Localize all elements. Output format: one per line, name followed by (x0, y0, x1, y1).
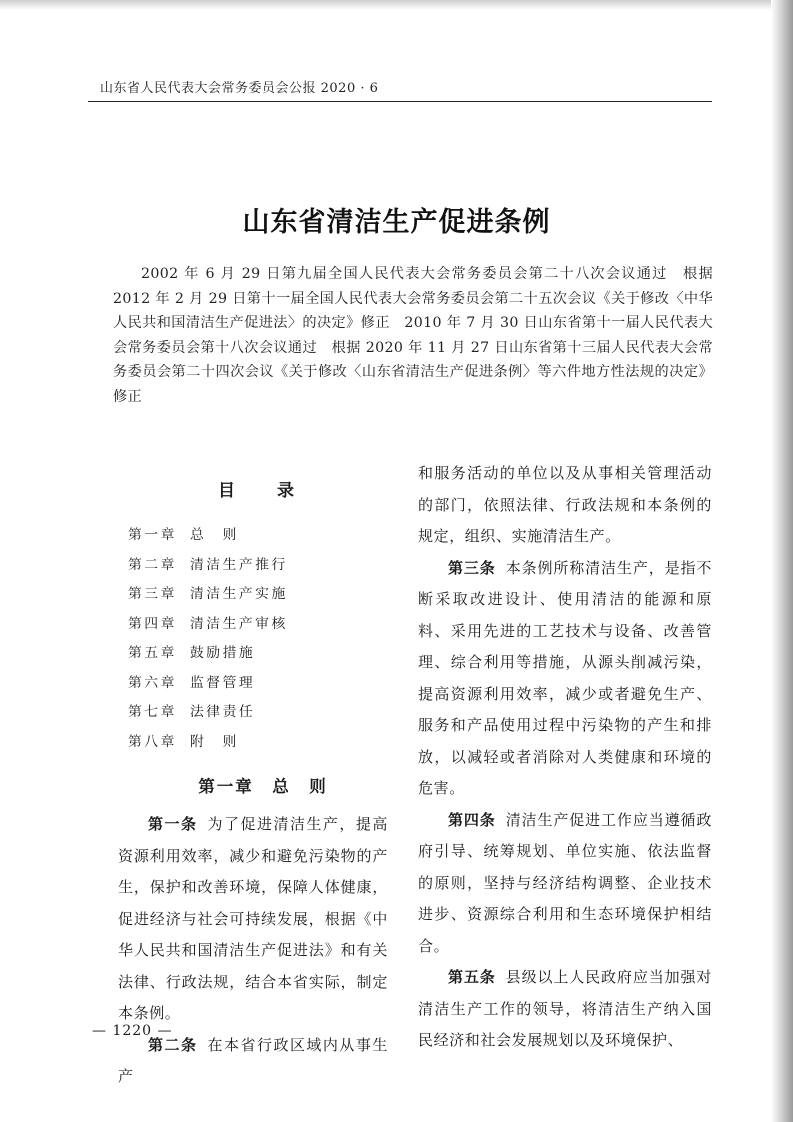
toc-chapter-name: 清洁生产审核 (190, 615, 288, 632)
toc-chapter-name: 监督管理 (190, 674, 256, 691)
article-5 (418, 962, 712, 1057)
article-4 (418, 805, 712, 963)
article-text: 在本省行政区域内从事生产 (118, 1035, 388, 1085)
article-label: 第二条 (148, 1035, 198, 1054)
article-3 (418, 553, 712, 805)
article-1 (118, 809, 388, 1030)
header-rule (88, 101, 712, 102)
toc-chapter-name: 清洁生产推行 (190, 556, 288, 573)
toc-chapter-number: 第五章 (128, 645, 177, 661)
toc-chapter-name: 鼓励措施 (190, 645, 256, 661)
toc-item (128, 639, 388, 669)
toc-item (128, 728, 388, 758)
article-label: 第五条 (448, 968, 496, 986)
toc-item (128, 551, 388, 581)
page-number: — 1220 — (92, 1023, 173, 1039)
right-column (418, 458, 712, 1057)
toc-item (128, 580, 388, 610)
article-text: 县级以上人民政府应当加强对清洁生产工作的领导，将清洁生产纳入国民经济和社会发展规划以及环境保护、 (418, 968, 712, 1049)
toc-item (128, 669, 388, 699)
toc-chapter-number: 第二章 (128, 556, 177, 573)
left-column (118, 462, 388, 1093)
table-of-contents (118, 521, 388, 757)
preamble: 2002 年 6 月 29 日第九届全国人民代表大会常务委员会第二十八次会议通过 根据 2012 年 2 月 29 日第十一届全国人民代表大会常务委员会第二十五次会议《关于修改〈中华人民共和国清洁生产促进法〉的决定》修正 2010 年 7 月 30 日山东省第十一届人民代表大会常务委员会第十八次会议通过 根据 2020 年 11 月 27 日山东省第十三届人民代表大会常务委员会第二十四次会议《关于修改〈山东省清洁生产促进条例〉等六件地方性法规的决定》修正 (113, 266, 713, 405)
toc-chapter-number: 第四章 (128, 615, 177, 632)
document-title: 山东省清洁生产促进条例 (242, 207, 551, 238)
toc-item (128, 698, 388, 728)
article-label: 第四条 (448, 810, 496, 829)
running-header: 山东省人民代表大会常务委员会公报 2020 · 6 (100, 81, 379, 96)
article-label: 第三条 (448, 558, 496, 577)
toc-item (128, 610, 388, 640)
article-text: 本条例所称清洁生产，是指不断采取改进设计、使用清洁的能源和原料、采用先进的工艺技术与设备、改善管理、综合利用等措施，从源头削减污染，提高资源利用效率，减少或者避免生产、服务和产品使用过程中污染物的产生和排放，以减轻或者消除对人类健康和环境的危害。 (418, 558, 712, 797)
scan-top-edge (0, 0, 793, 10)
toc-chapter-name: 法律责任 (190, 704, 256, 720)
toc-item (128, 521, 388, 551)
toc-chapter-number: 第一章 (128, 527, 177, 543)
toc-title: 目 录 (218, 481, 312, 501)
toc-chapter-name: 总 则 (190, 527, 239, 543)
article-2-continuation: 和服务活动的单位以及从事相关管理活动的部门，依照法律、行政法规和本条例的规定，组织、实施清洁生产。 (418, 464, 712, 545)
article-text: 为了促进清洁生产，提高资源利用效率，减少和避免污染物的产生，保护和改善环境，保障人体健康，促进经济与社会可持续发展，根据《中华人民共和国清洁生产促进法》和有关法律、行政法规，结合本省实际，制定本条例。 (118, 815, 388, 1022)
chapter-heading: 第一章 总 则 (198, 777, 328, 796)
toc-chapter-number: 第八章 (128, 733, 177, 750)
article-text: 清洁生产促进工作应当遵循政府引导、统筹规划、单位实施、依法监督的原则，坚持与经济结构调整、企业技术进步、资源综合利用和生态环境保护相结合。 (418, 810, 712, 955)
toc-chapter-name: 清洁生产实施 (190, 586, 288, 602)
toc-chapter-number: 第三章 (128, 586, 177, 602)
toc-chapter-number: 第六章 (128, 674, 177, 691)
toc-chapter-number: 第七章 (128, 704, 177, 720)
toc-chapter-name: 附 则 (190, 733, 239, 750)
scan-right-edge-shadow (771, 0, 793, 1122)
article-label: 第一条 (148, 815, 198, 833)
